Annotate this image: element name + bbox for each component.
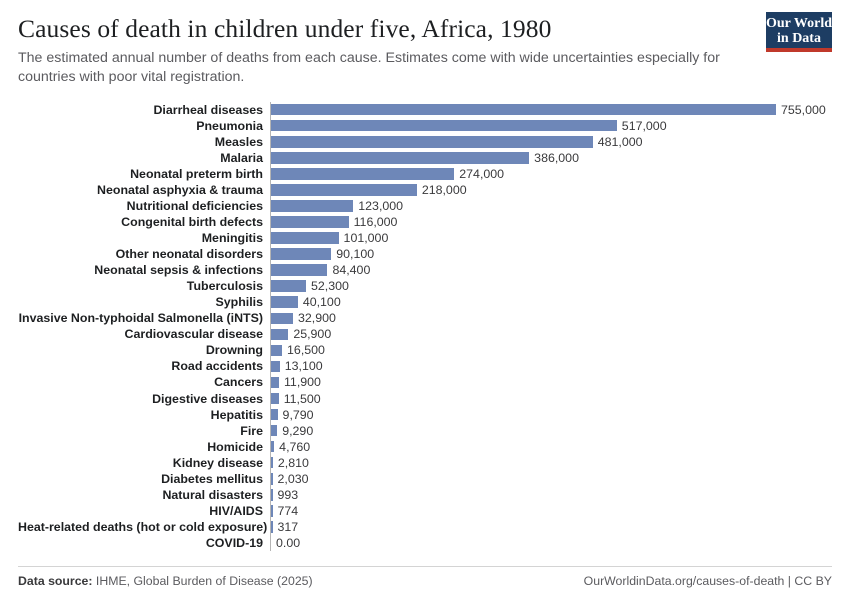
bar-label: Natural disasters xyxy=(162,487,263,502)
bar-label: Drowning xyxy=(205,343,263,358)
bar-label: Cancers xyxy=(214,375,263,390)
bar-value-label: 52,300 xyxy=(310,279,349,294)
bar-row[interactable] xyxy=(18,503,832,519)
bar-track xyxy=(270,198,832,214)
bar xyxy=(271,473,273,485)
bar-value-label: 481,000 xyxy=(597,134,643,149)
bar-track xyxy=(270,358,832,374)
bar xyxy=(271,280,306,292)
bar-track xyxy=(270,487,832,503)
bar-row[interactable] xyxy=(18,407,832,423)
bar-label: Tuberculosis xyxy=(186,279,263,294)
bar-label: Fire xyxy=(240,423,263,438)
bar-value-label: 2,030 xyxy=(277,471,309,486)
bar-label: Malaria xyxy=(220,150,263,165)
bar-track xyxy=(270,439,832,455)
bar xyxy=(271,232,339,244)
bar-label: Homicide xyxy=(207,439,263,454)
bar-value-label: 11,900 xyxy=(283,375,321,390)
bar-label: Neonatal preterm birth xyxy=(130,166,263,181)
bar-label: Pneumonia xyxy=(196,118,263,133)
bar xyxy=(271,409,278,421)
bar xyxy=(271,441,274,453)
bar-row[interactable] xyxy=(18,535,832,551)
bar-track xyxy=(270,519,832,535)
bar-row[interactable] xyxy=(18,326,832,342)
logo-line-2: in Data xyxy=(777,31,821,47)
bar xyxy=(271,248,331,260)
data-source-text: IHME, Global Burden of Disease (2025) xyxy=(95,574,313,588)
bar-label: Neonatal sepsis & infections xyxy=(94,263,263,278)
bar-track xyxy=(270,535,832,551)
bar-label: Nutritional deficiencies xyxy=(126,198,263,213)
bar-rows xyxy=(18,102,832,551)
bar xyxy=(271,489,273,501)
our-world-in-data-logo[interactable] xyxy=(766,12,832,52)
bar-value-label: 16,500 xyxy=(287,343,325,358)
bar-label: Cardiovascular disease xyxy=(124,327,263,342)
bar xyxy=(271,505,273,517)
bar-row[interactable] xyxy=(18,118,832,134)
bar-value-label: 9,790 xyxy=(282,407,314,422)
bar-value-label: 386,000 xyxy=(534,150,579,165)
bar-label: Meningitis xyxy=(201,231,263,246)
bar-row[interactable] xyxy=(18,471,832,487)
bar-track xyxy=(270,278,832,294)
bar-track xyxy=(270,246,832,262)
bar-track xyxy=(270,342,832,358)
bar-track xyxy=(270,503,832,519)
bar-value-label: 9,290 xyxy=(282,423,314,438)
bar-label: Syphilis xyxy=(215,295,263,310)
logo-line-1: Our World xyxy=(766,16,833,31)
bar-track xyxy=(270,134,832,150)
bar-value-label: 4,760 xyxy=(279,439,311,454)
bar xyxy=(271,152,529,164)
bar-track xyxy=(270,471,832,487)
bar-track xyxy=(270,374,832,390)
bar-track xyxy=(270,294,832,310)
bar-row[interactable] xyxy=(18,455,832,471)
bar-track xyxy=(270,182,832,198)
bar xyxy=(271,361,280,373)
bar-label: Diabetes mellitus xyxy=(161,471,263,486)
bar-row[interactable] xyxy=(18,246,832,262)
bar-track xyxy=(270,102,832,118)
bar-row[interactable] xyxy=(18,310,832,326)
bar-row[interactable] xyxy=(18,230,832,246)
bar-track xyxy=(270,310,832,326)
bar-value-label: 40,100 xyxy=(302,295,341,310)
bar xyxy=(271,377,279,389)
bar-label: Heat-related deaths (hot or cold exposure) xyxy=(18,519,268,534)
bar-row[interactable] xyxy=(18,166,832,182)
bar-label: Kidney disease xyxy=(172,455,263,470)
bar-track xyxy=(270,166,832,182)
bar xyxy=(271,136,593,148)
bar-row[interactable] xyxy=(18,262,832,278)
bar-label: Digestive diseases xyxy=(152,391,263,406)
page-title: Causes of death in children under five, Africa, 1980 xyxy=(18,14,552,43)
footer-attribution[interactable]: OurWorldinData.org/causes-of-death | CC BY xyxy=(583,574,832,588)
bar-row[interactable] xyxy=(18,391,832,407)
bar-value-label: 11,500 xyxy=(283,391,321,406)
bar-label: Congenital birth defects xyxy=(121,215,263,229)
bar xyxy=(271,457,273,469)
bar-label: COVID-19 xyxy=(205,535,263,550)
bar-row[interactable] xyxy=(18,374,832,390)
bar-row[interactable] xyxy=(18,182,832,198)
bar-row[interactable] xyxy=(18,358,832,374)
bar-track xyxy=(270,230,832,246)
bar-value-label: 101,000 xyxy=(343,231,389,246)
bar xyxy=(271,393,279,405)
bar xyxy=(271,168,454,180)
bar-label: Neonatal asphyxia & trauma xyxy=(97,182,263,197)
bar xyxy=(271,345,282,357)
bar-track xyxy=(270,455,832,471)
bar-row[interactable] xyxy=(18,214,832,230)
data-source xyxy=(18,574,313,588)
bar-value-label: 32,900 xyxy=(298,311,336,326)
bar-row[interactable] xyxy=(18,102,832,118)
bar xyxy=(271,184,417,196)
bar xyxy=(271,313,293,325)
bar-value-label: 90,100 xyxy=(336,247,375,262)
page-subtitle: The estimated annual number of deaths from each cause. Estimates come with wide uncertainties especially for countries with poor vital registration. xyxy=(18,50,720,86)
bar-row[interactable] xyxy=(18,342,832,358)
bar-value-label: 993 xyxy=(277,487,299,502)
bar-row[interactable] xyxy=(18,278,832,294)
bar-track xyxy=(270,262,832,278)
bar-track xyxy=(270,118,832,134)
bar xyxy=(271,296,298,308)
bar-label: Hepatitis xyxy=(210,407,263,422)
bar-track xyxy=(270,423,832,439)
bar-row[interactable] xyxy=(18,294,832,310)
bar-value-label: 274,000 xyxy=(459,166,505,181)
chart-footer xyxy=(18,566,832,588)
bar-row[interactable] xyxy=(18,519,832,535)
bar-row[interactable] xyxy=(18,487,832,503)
bar-row[interactable] xyxy=(18,150,832,166)
bar-value-label: 2,810 xyxy=(277,455,309,470)
bar-row[interactable] xyxy=(18,134,832,150)
bar-label: Diarrheal diseases xyxy=(153,102,263,117)
bar-row[interactable] xyxy=(18,439,832,455)
bar-track xyxy=(270,326,832,342)
bar xyxy=(271,200,353,212)
bar-track xyxy=(270,214,832,230)
bar xyxy=(271,521,273,533)
bar-label: Road accidents xyxy=(171,359,263,374)
bar-value-label: 755,000 xyxy=(781,102,826,117)
bar xyxy=(271,425,277,437)
bar xyxy=(271,104,776,116)
bar-value-label: 25,900 xyxy=(293,327,332,342)
bar xyxy=(271,264,327,276)
bar-label: HIV/AIDS xyxy=(209,503,263,518)
bar-label: Invasive Non-typhoidal Salmonella (iNTS) xyxy=(18,311,263,326)
bar-chart xyxy=(18,102,832,554)
bar-track xyxy=(270,391,832,407)
bar-value-label: 218,000 xyxy=(421,182,467,197)
bar-track xyxy=(270,407,832,423)
bar-track xyxy=(270,150,832,166)
bar-row[interactable] xyxy=(18,198,832,214)
bar-label: Measles xyxy=(214,134,263,149)
bar-value-label: 84,400 xyxy=(332,263,371,278)
bar-value-label: 13,100 xyxy=(284,359,323,374)
bar-label: Other neonatal disorders xyxy=(115,247,263,262)
bar-value-label: 317 xyxy=(277,519,299,534)
bar xyxy=(271,216,349,228)
bar-value-label: 517,000 xyxy=(621,118,667,133)
bar-row[interactable] xyxy=(18,423,832,439)
bar xyxy=(271,120,617,132)
bar-value-label: 0.00 xyxy=(276,535,301,550)
bar-value-label: 123,000 xyxy=(358,198,404,213)
bar xyxy=(271,329,288,341)
bar-value-label: 774 xyxy=(277,503,299,518)
bar-value-label: 116,000 xyxy=(353,215,398,229)
data-source-label: Data source: xyxy=(18,574,93,588)
